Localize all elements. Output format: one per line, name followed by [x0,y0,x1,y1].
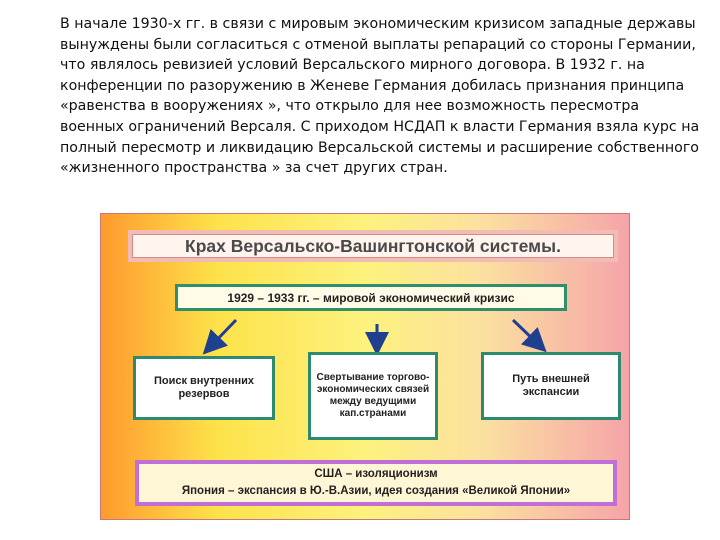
middle-box: Свертывание торгово-экономических связей между ведущими кап.странами [308,352,438,440]
bottom-line-2: Япония – экспансия в Ю.-В.Азии, идея создания «Великой Японии» [181,485,571,497]
diagram-panel [100,213,630,520]
right-box: Путь внешней экспансии [481,352,621,420]
left-box: Поиск внутренних резервов [133,356,275,420]
bottom-line-1: США – изоляционизм [314,468,438,480]
arrow-left [211,320,236,346]
crisis-box: 1929 – 1933 гг. – мировой экономический кризис [175,284,567,311]
diagram-title: Крах Версальско-Вашингтонской системы. [128,230,618,262]
intro-paragraph: В начале 1930-х гг. в связи с мировым экономическим кризисом западные державы вынуждены были согласиться с отменой выплаты репараций со стороны Германии, что являлось ревизией условий Версальского мирного договора. В 1932 г. на конференции по разоружению в Женеве Германия добилась признания принципа «равенства в вооружениях », что открыло для нее возможность пересмотра военных ограничений Версаля. С приходом НСДАП к власти Германия взяла курс на полный пересмотр и ликвидацию Версальской системы и расширение собственного «жизненного пространства » за счет других стран. [60,16,700,177]
arrow-right [513,320,538,344]
bottom-box [135,460,617,506]
